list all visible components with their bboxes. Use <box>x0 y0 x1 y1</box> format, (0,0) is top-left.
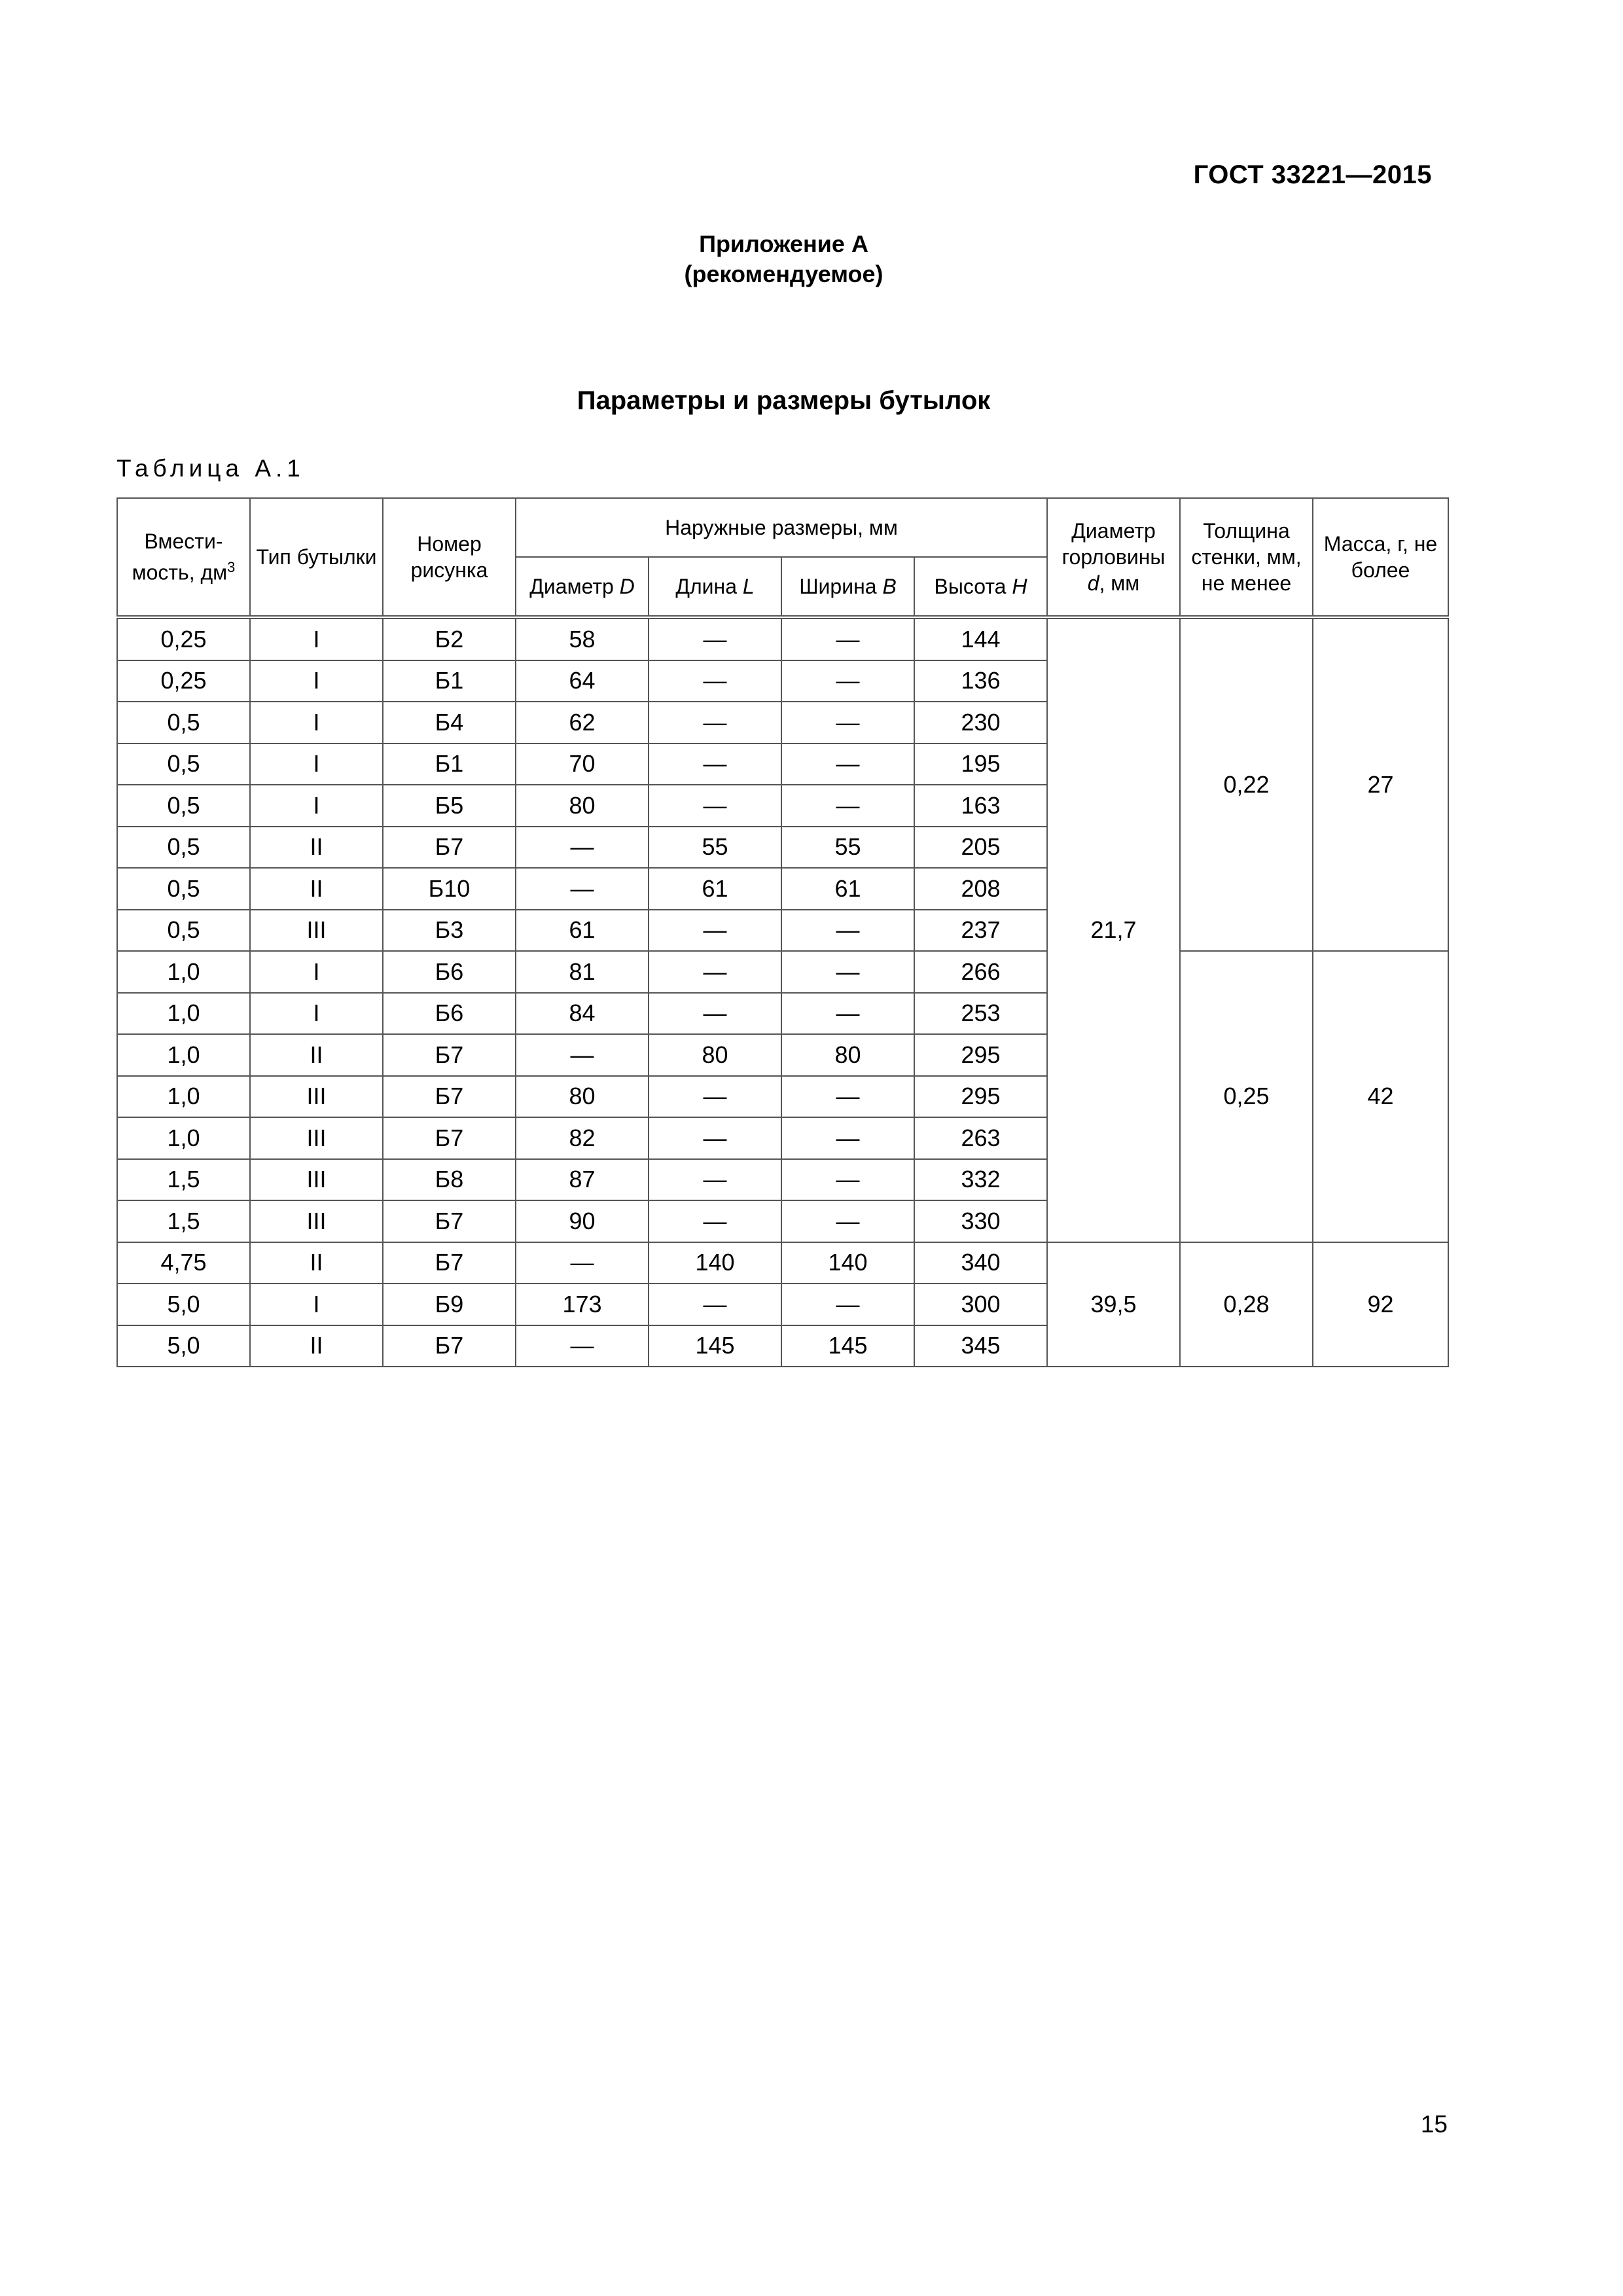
table-cell: 163 <box>914 785 1047 827</box>
table-cell: II <box>250 868 383 910</box>
table-cell: — <box>781 660 914 702</box>
table-cell: 80 <box>516 1076 649 1118</box>
table-cell: 1,0 <box>117 1117 250 1159</box>
table-cell: 140 <box>649 1242 781 1284</box>
table-cell: I <box>250 702 383 744</box>
table-cell: III <box>250 1200 383 1242</box>
table-cell: Б7 <box>383 827 516 869</box>
table-cell: — <box>649 910 781 952</box>
table-cell: — <box>781 993 914 1035</box>
table-cell: 87 <box>516 1159 649 1201</box>
table-cell: 195 <box>914 744 1047 785</box>
table-cell: Б7 <box>383 1076 516 1118</box>
table-row <box>117 951 1448 993</box>
table-cell: — <box>781 910 914 952</box>
table-cell: — <box>781 951 914 993</box>
table-cell: — <box>516 1325 649 1367</box>
table-cell: 61 <box>649 868 781 910</box>
table-cell: 263 <box>914 1117 1047 1159</box>
table-cell: 61 <box>516 910 649 952</box>
table-cell: II <box>250 1242 383 1284</box>
table-cell: — <box>781 617 914 660</box>
table-label: Таблица А.1 <box>116 455 305 482</box>
table-cell: 300 <box>914 1283 1047 1325</box>
header-width: Ширина B <box>781 557 914 617</box>
table-cell: Б1 <box>383 744 516 785</box>
table-cell: 80 <box>649 1034 781 1076</box>
table-cell: Б7 <box>383 1242 516 1284</box>
table-cell: III <box>250 1117 383 1159</box>
header-wall-thickness: Толщина стенки, мм, не менее <box>1180 498 1313 617</box>
header-diameter: Диаметр D <box>516 557 649 617</box>
wall-thickness-cell: 0,28 <box>1180 1242 1313 1367</box>
table-cell: I <box>250 993 383 1035</box>
table-cell: 0,5 <box>117 702 250 744</box>
table-cell: I <box>250 785 383 827</box>
table-cell: II <box>250 1325 383 1367</box>
table-cell: 345 <box>914 1325 1047 1367</box>
mass-cell: 27 <box>1313 617 1448 951</box>
table-cell: — <box>649 1117 781 1159</box>
table-cell: 5,0 <box>117 1325 250 1367</box>
appendix-title: Приложение А <box>699 230 868 257</box>
table-cell: 237 <box>914 910 1047 952</box>
table-cell: — <box>649 951 781 993</box>
table-cell: — <box>781 702 914 744</box>
table-row <box>117 617 1448 660</box>
table-cell: Б3 <box>383 910 516 952</box>
table-cell: — <box>649 1159 781 1201</box>
table-cell: 61 <box>781 868 914 910</box>
table-cell: Б9 <box>383 1283 516 1325</box>
table-cell: 230 <box>914 702 1047 744</box>
wall-thickness-cell: 0,25 <box>1180 951 1313 1242</box>
table-cell: III <box>250 910 383 952</box>
table-cell: — <box>649 617 781 660</box>
table-cell: Б1 <box>383 660 516 702</box>
table-cell: Б4 <box>383 702 516 744</box>
table-cell: — <box>516 1242 649 1284</box>
table-cell: 0,5 <box>117 868 250 910</box>
neck-diameter-cell: 21,7 <box>1047 617 1180 1242</box>
table-cell: 84 <box>516 993 649 1035</box>
table-cell: II <box>250 827 383 869</box>
table-cell: I <box>250 1283 383 1325</box>
table-cell: 0,5 <box>117 827 250 869</box>
mass-cell: 92 <box>1313 1242 1448 1367</box>
table-cell: 253 <box>914 993 1047 1035</box>
table-cell: III <box>250 1076 383 1118</box>
table-cell: — <box>781 1159 914 1201</box>
table-cell: Б2 <box>383 617 516 660</box>
table-cell: — <box>649 702 781 744</box>
table-cell: — <box>649 660 781 702</box>
table-cell: 0,5 <box>117 744 250 785</box>
table-cell: 80 <box>781 1034 914 1076</box>
appendix-heading <box>0 229 1567 289</box>
page-number: 15 <box>1420 2111 1448 2138</box>
table-cell: I <box>250 951 383 993</box>
table-cell: 4,75 <box>117 1242 250 1284</box>
table-cell: 0,25 <box>117 660 250 702</box>
table-cell: 208 <box>914 868 1047 910</box>
mass-cell: 42 <box>1313 951 1448 1242</box>
table-cell: — <box>781 1117 914 1159</box>
table-cell: 1,0 <box>117 951 250 993</box>
table-cell: III <box>250 1159 383 1201</box>
table-cell: 64 <box>516 660 649 702</box>
table-cell: 62 <box>516 702 649 744</box>
header-outer-dimensions: Наружные размеры, мм <box>516 498 1047 557</box>
table-cell: 145 <box>781 1325 914 1367</box>
table-cell: Б7 <box>383 1325 516 1367</box>
table-cell: 330 <box>914 1200 1047 1242</box>
table-cell: Б5 <box>383 785 516 827</box>
table-cell: — <box>649 785 781 827</box>
neck-diameter-cell: 39,5 <box>1047 1242 1180 1367</box>
table-cell: 70 <box>516 744 649 785</box>
table-cell: 1,0 <box>117 1076 250 1118</box>
table-cell: — <box>649 1200 781 1242</box>
table-cell: 80 <box>516 785 649 827</box>
table-row <box>117 1242 1448 1284</box>
appendix-subtitle: (рекомендуемое) <box>684 260 883 287</box>
table-cell: 5,0 <box>117 1283 250 1325</box>
table-cell: 266 <box>914 951 1047 993</box>
table-cell: Б7 <box>383 1034 516 1076</box>
table-cell: Б6 <box>383 993 516 1035</box>
table-cell: 0,5 <box>117 785 250 827</box>
table-cell: 90 <box>516 1200 649 1242</box>
table-cell: 173 <box>516 1283 649 1325</box>
table-cell: 1,5 <box>117 1200 250 1242</box>
table-cell: Б10 <box>383 868 516 910</box>
table-cell: — <box>781 785 914 827</box>
table-cell: — <box>781 1200 914 1242</box>
table-cell: 1,5 <box>117 1159 250 1201</box>
table-cell: 1,0 <box>117 993 250 1035</box>
table-cell: — <box>781 1076 914 1118</box>
table-cell: Б7 <box>383 1117 516 1159</box>
header-figure: Номер рисунка <box>383 498 516 617</box>
table-cell: Б6 <box>383 951 516 993</box>
table-cell: 136 <box>914 660 1047 702</box>
table-cell: 340 <box>914 1242 1047 1284</box>
table-cell: I <box>250 617 383 660</box>
wall-thickness-cell: 0,22 <box>1180 617 1313 951</box>
table-cell: — <box>781 1283 914 1325</box>
table-cell: — <box>649 993 781 1035</box>
table-cell: 82 <box>516 1117 649 1159</box>
section-title: Параметры и размеры бутылок <box>577 386 991 415</box>
table-cell: 140 <box>781 1242 914 1284</box>
table-cell: I <box>250 660 383 702</box>
document-code: ГОСТ 33221—2015 <box>1193 160 1432 189</box>
table-cell: — <box>516 1034 649 1076</box>
table-cell: 295 <box>914 1076 1047 1118</box>
table-cell: — <box>516 868 649 910</box>
table-cell: 295 <box>914 1034 1047 1076</box>
table-cell: 144 <box>914 617 1047 660</box>
table-cell: II <box>250 1034 383 1076</box>
table-cell: Б7 <box>383 1200 516 1242</box>
header-capacity: Вмести-мость, $дм^3$ <box>117 498 250 617</box>
table-cell: 0,5 <box>117 910 250 952</box>
bottle-parameters-table <box>116 497 1449 1367</box>
table-cell: 145 <box>649 1325 781 1367</box>
table-cell: 55 <box>649 827 781 869</box>
table-cell: 58 <box>516 617 649 660</box>
table-cell: — <box>649 1283 781 1325</box>
table-cell: 81 <box>516 951 649 993</box>
table-cell: — <box>516 827 649 869</box>
table-cell: — <box>781 744 914 785</box>
header-neck-diameter: Диаметр горловины d, мм <box>1047 498 1180 617</box>
table-cell: 0,25 <box>117 617 250 660</box>
table-cell: I <box>250 744 383 785</box>
table-cell: 332 <box>914 1159 1047 1201</box>
header-length: Длина L <box>649 557 781 617</box>
table-cell: — <box>649 744 781 785</box>
header-type: Тип бутылки <box>250 498 383 617</box>
table-body <box>117 617 1448 1367</box>
table-cell: 1,0 <box>117 1034 250 1076</box>
header-height: Высота H <box>914 557 1047 617</box>
table-cell: 55 <box>781 827 914 869</box>
header-mass: Масса, г, не более <box>1313 498 1448 617</box>
table-cell: Б8 <box>383 1159 516 1201</box>
table-cell: 205 <box>914 827 1047 869</box>
table-cell: — <box>649 1076 781 1118</box>
